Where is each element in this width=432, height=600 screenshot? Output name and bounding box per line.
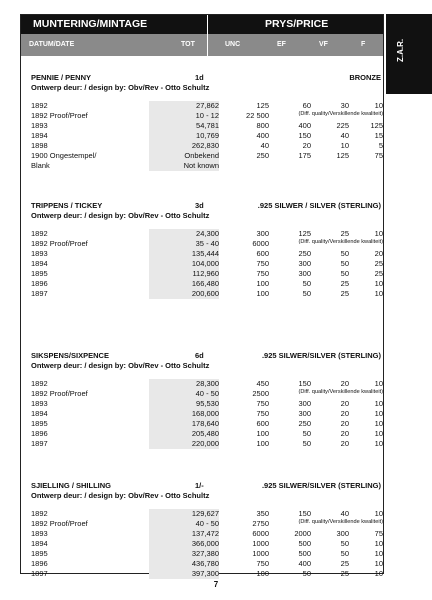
row-price-f: 10	[374, 439, 383, 448]
row-price-f: 10	[374, 289, 383, 298]
section-denomination: 1/-	[195, 481, 204, 490]
row-price-ef: 50	[302, 569, 311, 578]
row-mintage: 40 - 50	[149, 519, 219, 529]
row-date: 1893	[31, 529, 48, 538]
section-designer: Ontwerp deur: / design by: Obv/Rev - Otto Schultz	[31, 491, 210, 500]
row-price-unc: 450	[256, 379, 269, 388]
row-date: 1896	[31, 559, 48, 568]
row-mintage: 262,830	[149, 141, 219, 151]
row-date: 1892	[31, 379, 48, 388]
row-date: 1892	[31, 229, 48, 238]
row-price-unc: 40	[260, 141, 269, 150]
row-date: 1896	[31, 279, 48, 288]
row-price-unc: 1000	[252, 549, 269, 558]
col-date: DATUM/DATE	[29, 41, 75, 48]
row-price-unc: 250	[256, 151, 269, 160]
table-row	[31, 569, 381, 579]
row-price-f: 10	[374, 101, 383, 110]
row-date: 1894	[31, 131, 48, 140]
row-price-f: 10	[374, 409, 383, 418]
row-mintage: 166,480	[149, 279, 219, 289]
table-row	[31, 539, 381, 549]
row-price-vf: 20	[340, 429, 349, 438]
row-price-vf: 10	[340, 141, 349, 150]
row-price-unc: 800	[256, 121, 269, 130]
row-price-f: 10	[374, 429, 383, 438]
col-vf: VF	[319, 41, 328, 48]
row-mintage: 10,769	[149, 131, 219, 141]
table-row	[31, 111, 381, 121]
header-bar	[21, 15, 383, 34]
row-date: Blank	[31, 161, 50, 170]
table-row	[31, 289, 381, 299]
row-date: 1892	[31, 101, 48, 110]
row-mintage: Not known	[149, 161, 219, 171]
row-price-f: 15	[374, 131, 383, 140]
section-denomination: 1d	[195, 73, 204, 82]
row-date: 1894	[31, 409, 48, 418]
row-mintage: 200,600	[149, 289, 219, 299]
table-row	[31, 529, 381, 539]
table-row	[31, 249, 381, 259]
section-metal: .925 SILWER/SILVER (STERLING)	[261, 351, 381, 360]
row-price-unc: 2500	[252, 389, 269, 398]
col-ef: EF	[277, 41, 286, 48]
row-mintage: 104,000	[149, 259, 219, 269]
row-mintage: Onbekend	[149, 151, 219, 161]
row-price-f: 10	[374, 279, 383, 288]
row-price-vf: 50	[340, 549, 349, 558]
section-designer: Ontwerp deur: / design by: Obv/Rev - Otto Schultz	[31, 83, 210, 92]
row-mintage: 205,480	[149, 429, 219, 439]
row-mintage: 327,380	[149, 549, 219, 559]
table-row	[31, 151, 381, 161]
row-price-vf: 20	[340, 399, 349, 408]
row-price-unc: 125	[256, 101, 269, 110]
row-price-f: 75	[374, 529, 383, 538]
row-price-unc: 100	[256, 289, 269, 298]
row-mintage: 27,862	[149, 101, 219, 111]
row-quality-note: (Diff. quality/Verskillende kwaliteit)	[298, 239, 383, 245]
row-price-unc: 600	[256, 419, 269, 428]
table-row	[31, 509, 381, 519]
row-price-unc: 300	[256, 229, 269, 238]
row-price-vf: 25	[340, 279, 349, 288]
row-price-unc: 22 500	[246, 111, 269, 120]
row-price-ef: 500	[298, 549, 311, 558]
side-tab-label: Z.A.R.	[396, 38, 405, 62]
row-price-vf: 25	[340, 229, 349, 238]
row-mintage: 54,781	[149, 121, 219, 131]
row-price-f: 10	[374, 509, 383, 518]
row-date: 1894	[31, 259, 48, 268]
row-price-ef: 20	[302, 141, 311, 150]
row-price-unc: 750	[256, 409, 269, 418]
row-date: 1897	[31, 289, 48, 298]
table-row	[31, 259, 381, 269]
row-price-ef: 500	[298, 539, 311, 548]
table-row	[31, 279, 381, 289]
row-price-vf: 40	[340, 509, 349, 518]
row-date: 1895	[31, 549, 48, 558]
section-title: PENNIE / PENNY	[31, 73, 92, 82]
row-price-vf: 20	[340, 439, 349, 448]
row-price-f: 10	[374, 569, 383, 578]
table-row	[31, 379, 381, 389]
row-price-ef: 150	[298, 131, 311, 140]
row-date: 1893	[31, 249, 48, 258]
row-price-vf: 20	[340, 379, 349, 388]
row-price-f: 10	[374, 559, 383, 568]
row-date: 1892 Proof/Proef	[31, 239, 88, 248]
row-price-unc: 100	[256, 569, 269, 578]
row-price-unc: 750	[256, 259, 269, 268]
mintage-title: MUNTERING/MINTAGE	[33, 18, 148, 30]
row-price-unc: 600	[256, 249, 269, 258]
row-mintage: 40 - 50	[149, 389, 219, 399]
row-price-vf: 50	[340, 539, 349, 548]
row-price-vf: 25	[340, 559, 349, 568]
section-denomination: 6d	[195, 351, 204, 360]
row-price-vf: 25	[340, 289, 349, 298]
row-date: 1893	[31, 121, 48, 130]
row-mintage: 436,780	[149, 559, 219, 569]
row-date: 1896	[31, 429, 48, 438]
row-price-unc: 750	[256, 399, 269, 408]
row-price-f: 25	[374, 269, 383, 278]
row-mintage: 95,530	[149, 399, 219, 409]
row-price-ef: 400	[298, 121, 311, 130]
row-price-ef: 250	[298, 419, 311, 428]
row-quality-note: (Diff. quality/Verskillende kwaliteit)	[298, 519, 383, 525]
table-row	[31, 269, 381, 279]
row-price-f: 20	[374, 249, 383, 258]
table-row	[31, 229, 381, 239]
table-row	[31, 519, 381, 529]
row-date: 1892	[31, 509, 48, 518]
row-price-ef: 300	[298, 399, 311, 408]
row-price-unc: 100	[256, 439, 269, 448]
row-mintage: 28,300	[149, 379, 219, 389]
row-quality-note: (Diff. quality/Verskillende kwaliteit)	[298, 389, 383, 395]
row-price-vf: 125	[336, 151, 349, 160]
row-price-vf: 30	[340, 101, 349, 110]
row-mintage: 366,000	[149, 539, 219, 549]
table-row	[31, 131, 381, 141]
table-row	[31, 549, 381, 559]
row-mintage: 10 - 12	[149, 111, 219, 121]
row-price-f: 10	[374, 539, 383, 548]
row-price-unc: 750	[256, 269, 269, 278]
row-price-f: 5	[378, 141, 383, 150]
row-price-f: 10	[374, 379, 383, 388]
table-row	[31, 239, 381, 249]
table-row	[31, 409, 381, 419]
row-mintage: 129,627	[149, 509, 219, 519]
row-price-ef: 50	[302, 279, 311, 288]
table-row	[31, 389, 381, 399]
col-tot: TOT	[181, 41, 195, 48]
side-tab-zar	[386, 14, 432, 94]
row-mintage: 220,000	[149, 439, 219, 449]
section-title: SIKSPENS/SIXPENCE	[31, 351, 109, 360]
table-row	[31, 161, 381, 171]
row-price-unc: 100	[256, 429, 269, 438]
row-mintage: 178,640	[149, 419, 219, 429]
col-unc: UNC	[225, 41, 241, 48]
row-date: 1895	[31, 419, 48, 428]
table-row	[31, 559, 381, 569]
row-price-ef: 300	[298, 259, 311, 268]
row-date: 1897	[31, 569, 48, 578]
row-price-f: 10	[374, 399, 383, 408]
row-price-ef: 300	[298, 269, 311, 278]
row-price-vf: 50	[340, 249, 349, 258]
table-row	[31, 101, 381, 111]
row-date: 1893	[31, 399, 48, 408]
row-price-vf: 300	[336, 529, 349, 538]
row-date: 1894	[31, 539, 48, 548]
section-designer: Ontwerp deur: / design by: Obv/Rev - Otto Schultz	[31, 361, 210, 370]
row-price-ef: 50	[302, 429, 311, 438]
row-price-ef: 50	[302, 289, 311, 298]
row-price-vf: 40	[340, 131, 349, 140]
row-price-vf: 50	[340, 269, 349, 278]
row-price-ef: 400	[298, 559, 311, 568]
catalog-table	[20, 14, 384, 578]
row-price-ef: 250	[298, 249, 311, 258]
table-row	[31, 121, 381, 131]
row-price-ef: 300	[298, 409, 311, 418]
section-metal: .925 SILWER/SILVER (STERLING)	[261, 481, 381, 490]
row-price-vf: 20	[340, 409, 349, 418]
row-price-vf: 225	[336, 121, 349, 130]
row-price-ef: 175	[298, 151, 311, 160]
row-price-vf: 25	[340, 569, 349, 578]
row-price-unc: 2750	[252, 519, 269, 528]
row-price-ef: 150	[298, 379, 311, 388]
table-row	[31, 429, 381, 439]
section-designer: Ontwerp deur: / design by: Obv/Rev - Otto Schultz	[31, 211, 210, 220]
section-denomination: 3d	[195, 201, 204, 210]
row-price-vf: 50	[340, 259, 349, 268]
row-price-ef: 60	[302, 101, 311, 110]
row-date: 1892 Proof/Proef	[31, 111, 88, 120]
section-title: SJIELLING / SHILLING	[31, 481, 112, 490]
row-price-f: 25	[374, 259, 383, 268]
row-price-unc: 6000	[252, 529, 269, 538]
row-price-unc: 400	[256, 131, 269, 140]
row-mintage: 135,444	[149, 249, 219, 259]
section-metal: .925 SILWER / SILVER (STERLING)	[257, 201, 381, 210]
row-price-unc: 100	[256, 279, 269, 288]
row-price-ef: 150	[298, 509, 311, 518]
page-number: 7	[213, 580, 219, 589]
row-mintage: 137,472	[149, 529, 219, 539]
table-row	[31, 439, 381, 449]
row-price-f: 125	[370, 121, 383, 130]
row-price-unc: 350	[256, 509, 269, 518]
row-mintage: 168,000	[149, 409, 219, 419]
row-date: 1900 Ongestempel/	[31, 151, 97, 160]
row-mintage: 35 - 40	[149, 239, 219, 249]
row-date: 1895	[31, 269, 48, 278]
col-f: F	[361, 41, 366, 48]
table-row	[31, 399, 381, 409]
section-title: TRIPPENS / TICKEY	[31, 201, 103, 210]
row-date: 1897	[31, 439, 48, 448]
row-date: 1892 Proof/Proef	[31, 519, 88, 528]
row-price-unc: 1000	[252, 539, 269, 548]
row-quality-note: (Diff. quality/Verskillende kwaliteit)	[298, 111, 383, 117]
row-mintage: 24,300	[149, 229, 219, 239]
column-header-bar	[21, 34, 383, 56]
row-price-ef: 2000	[294, 529, 311, 538]
row-price-vf: 20	[340, 419, 349, 428]
row-mintage: 112,960	[149, 269, 219, 279]
row-price-ef: 125	[298, 229, 311, 238]
row-price-f: 10	[374, 419, 383, 428]
row-price-ef: 50	[302, 439, 311, 448]
row-price-f: 10	[374, 229, 383, 238]
table-row	[31, 141, 381, 151]
row-date: 1892 Proof/Proef	[31, 389, 88, 398]
price-title: PRYS/PRICE	[265, 18, 329, 30]
section-metal: BRONZE	[349, 73, 381, 82]
row-price-f: 10	[374, 549, 383, 558]
row-date: 1898	[31, 141, 48, 150]
row-mintage: 397,300	[149, 569, 219, 579]
row-price-unc: 6000	[252, 239, 269, 248]
row-price-unc: 750	[256, 559, 269, 568]
table-row	[31, 419, 381, 429]
row-price-f: 75	[374, 151, 383, 160]
